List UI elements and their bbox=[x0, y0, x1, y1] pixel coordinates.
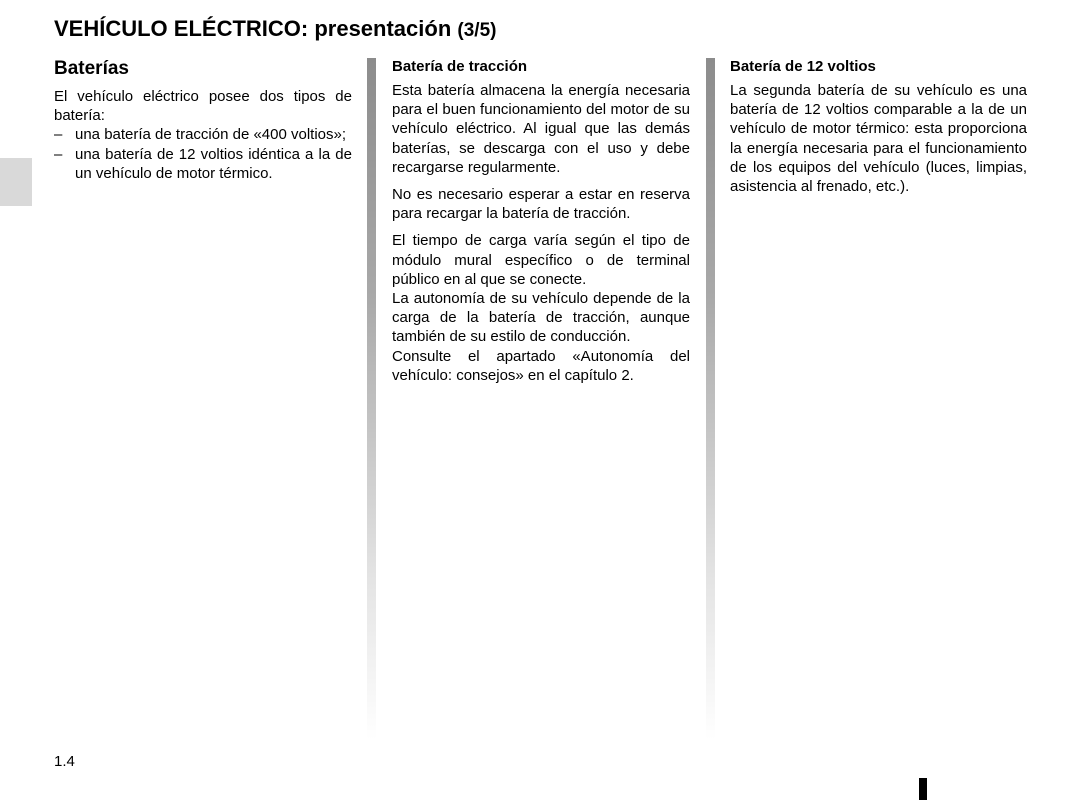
page-number: 1.4 bbox=[54, 753, 75, 770]
list-item bbox=[54, 145, 352, 183]
edge-marker bbox=[919, 778, 927, 800]
paragraph: La segunda batería de su vehículo es una batería de 12 voltios comparable a la de un vehículo de motor térmico: esta proporciona la energía necesaria para el funcionamiento de los equipos del vehículo (luces, limpias, asistencia al frenado, etc.). bbox=[730, 82, 1027, 196]
paragraph: Consulte el apartado «Autonomía del vehículo: consejos» en el capítulo 2. bbox=[392, 347, 690, 384]
list-item bbox=[54, 125, 352, 144]
page-title bbox=[54, 16, 496, 42]
column-bateria-12-voltios bbox=[730, 58, 1027, 204]
column-divider bbox=[706, 58, 715, 740]
paragraph: Esta batería almacena la energía necesaria para el buen funcionamiento del motor de su vehículo eléctrico. Al igual que las demás baterías, se descarga con el uso y debe recargarse regularmente. bbox=[392, 82, 690, 176]
list-dash: – bbox=[54, 145, 63, 163]
list-dash: – bbox=[54, 126, 63, 144]
paragraph: El tiempo de carga varía según el tipo de módulo mural específico o de terminal público en al que se conecte. bbox=[392, 232, 690, 288]
page-title-part-indicator: (3/5) bbox=[457, 20, 497, 41]
sub-heading-bateria-12-voltios: Batería de 12 voltios bbox=[730, 58, 876, 75]
column-divider bbox=[367, 58, 376, 740]
list-item-text: una batería de 12 voltios idéntica a la de un vehículo de motor térmico. bbox=[75, 145, 352, 182]
paragraph: La autonomía de su vehículo depende de la carga de la batería de tracción, aunque también de su estilo de conducción. bbox=[392, 290, 690, 346]
battery-types-list bbox=[54, 125, 352, 183]
intro-paragraph: El vehículo eléctrico posee dos tipos de batería: bbox=[54, 88, 352, 125]
paragraph: No es necesario esperar a estar en reserva para recargar la batería de tracción. bbox=[392, 186, 690, 223]
page-title-main: VEHÍCULO ELÉCTRICO: presentación bbox=[54, 16, 452, 41]
sub-heading-bateria-traccion: Batería de tracción bbox=[392, 58, 528, 75]
list-item-text: una batería de tracción de «400 voltios»; bbox=[75, 126, 347, 144]
column-bateria-traccion bbox=[392, 58, 690, 385]
section-thumb-tab bbox=[0, 158, 32, 206]
column-baterias bbox=[54, 58, 352, 183]
section-heading-baterias: Baterías bbox=[54, 58, 129, 79]
